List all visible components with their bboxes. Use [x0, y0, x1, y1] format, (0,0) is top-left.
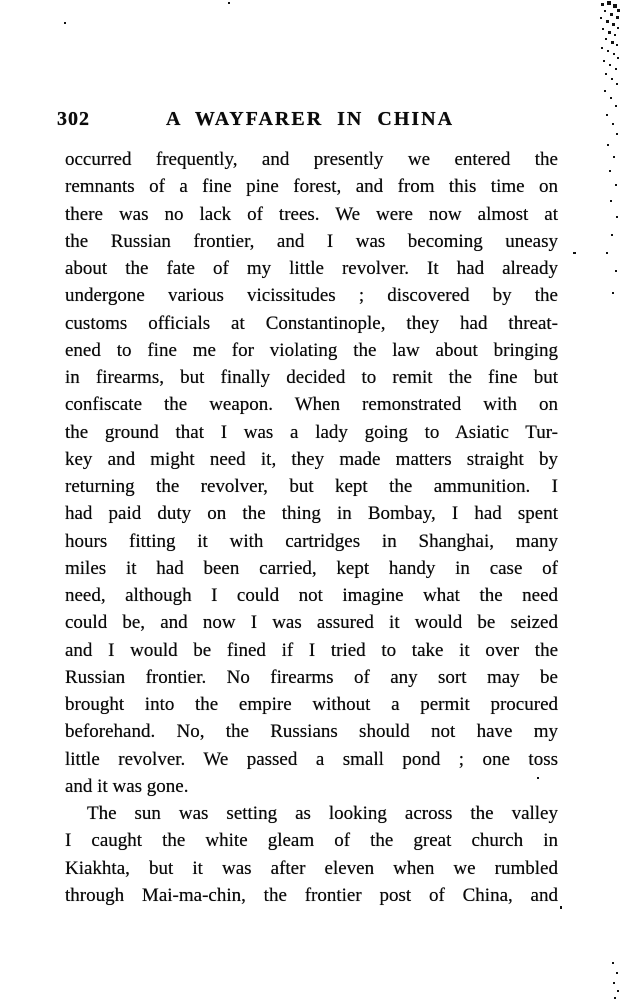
text-line: hours fitting it with cartridges in Shanghai, many — [65, 530, 558, 552]
text-line: undergone various vicissitudes ; discovered by the — [65, 285, 558, 307]
text-line: ened to fine me for violating the law about bringing — [65, 339, 558, 361]
page-body — [65, 146, 558, 909]
text-line: remnants of a fine pine forest, and from this time on — [65, 176, 558, 198]
text-line: returning the revolver, but kept the ammunition. I — [65, 476, 558, 497]
text-line: had paid duty on the thing in Bombay, I had spent — [65, 503, 558, 525]
text-line: occurred frequently, and presently we entered the — [65, 149, 558, 170]
text-line: brought into the empire without a permit procured — [65, 694, 558, 715]
text-line: Kiakhta, but it was after eleven when we rumbled — [65, 857, 558, 879]
text-line: the ground that I was a lady going to Asiatic Tur- — [65, 421, 558, 443]
text-line: customs officials at Constantinople, they had threat- — [65, 312, 558, 334]
text-line: about the fate of my little revolver. It had already — [65, 258, 558, 279]
text-line: Russian frontier. No firearms of any sort may be — [65, 666, 558, 688]
text-line: need, although I could not imagine what the need — [65, 585, 558, 606]
text-line: through Mai-ma-chin, the frontier post of China, and — [65, 884, 558, 906]
page-header — [0, 108, 620, 134]
page-number: 302 — [57, 108, 90, 130]
text-line: confiscate the weapon. When remonstrated with on — [65, 394, 558, 416]
text-line: I caught the white gleam of the great church in — [65, 830, 558, 852]
text-line: little revolver. We passed a small pond ; one toss — [65, 748, 558, 770]
text-line: the Russian frontier, and I was becoming uneasy — [65, 230, 558, 252]
text-line: miles it had been carried, kept handy in case of — [65, 557, 558, 579]
text-line: in firearms, but finally decided to remit the fine but — [65, 367, 558, 388]
text-line: The sun was setting as looking across the valley — [87, 803, 558, 824]
running-title: A WAYFARER IN CHINA — [165, 108, 455, 130]
text-line: and it was gone. — [65, 775, 189, 797]
text-line: beforehand. No, the Russians should not have my — [65, 721, 558, 743]
text-line: could be, and now I was assured it would be seized — [65, 612, 558, 634]
text-line: key and might need it, they made matters straight by — [65, 448, 558, 470]
text-line: there was no lack of trees. We were now almost at — [65, 203, 558, 225]
text-line: and I would be fined if I tried to take it over the — [65, 639, 558, 661]
